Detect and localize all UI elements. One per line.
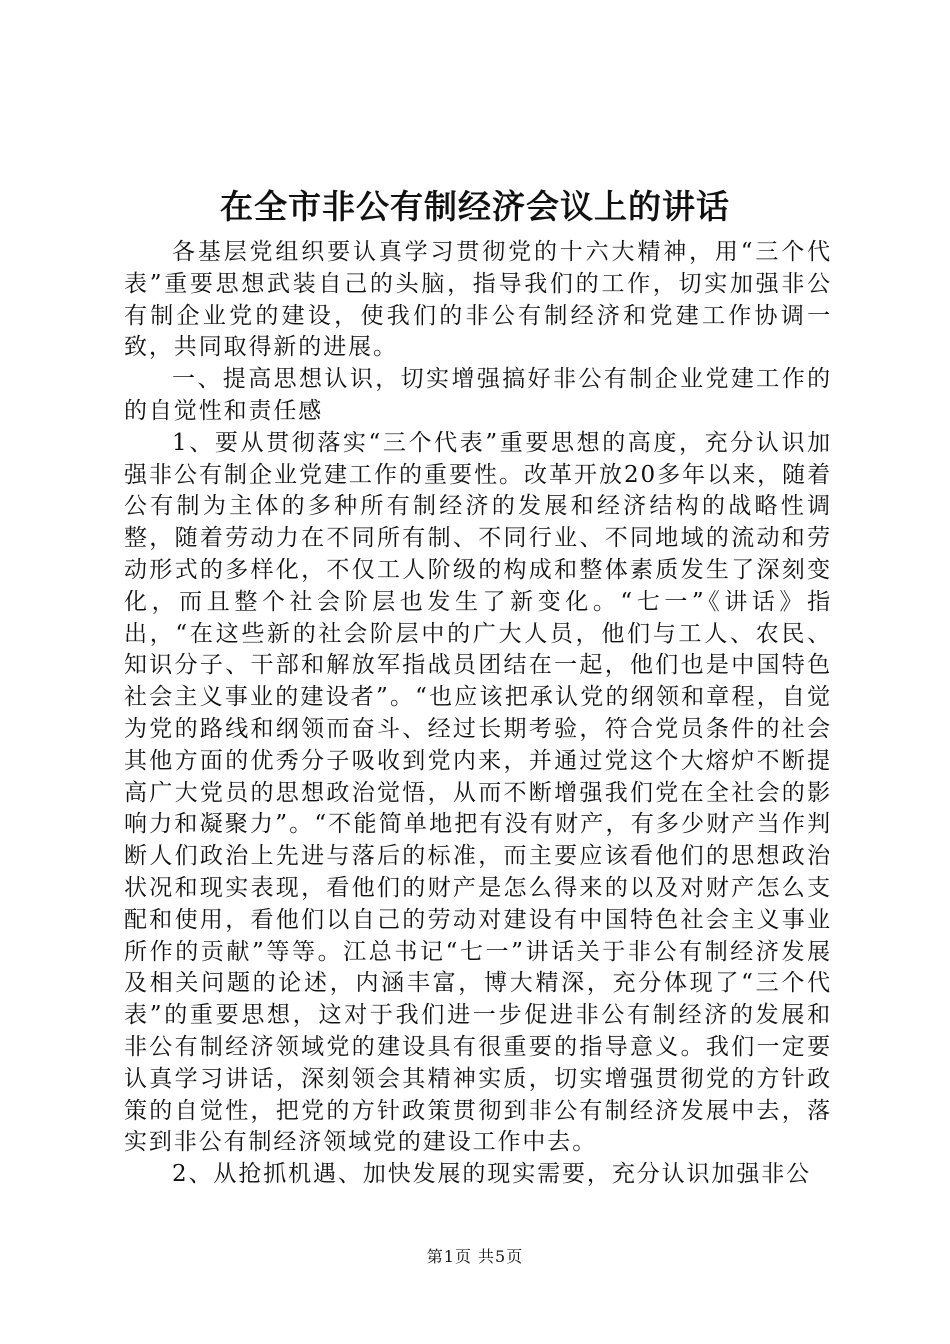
section-heading-1: 一、提高思想认识，切实增强搞好非公有制企业党建工作的的自觉性和责任感 xyxy=(124,366,832,424)
paragraph-point-2: 2、从抢抓机遇、加快发展的现实需要，充分认识加强非公 xyxy=(172,1161,812,1188)
document-body xyxy=(124,237,832,1191)
paragraph-point-1: 1、要从贯彻落实“三个代表”重要思想的高度，充分认识加强非公有制企业党建工作的重要性。改革开放20多年以来，随着公有制为主体的多种所有制经济的发展和经济结构的战略性调整，随着劳动力在不同所有制、不同行业、不同地域的流动和劳动形式的多样化，不仅工人阶级的构成和整体素质发生了深刻变化，而且整个社会阶层也发生了新变化。“七一”《讲话》指出，“在这些新的社会阶层中的广大人员，他们与工人、农民、知识分子、干部和解放军指战员团结在一起，他们也是中国特色社会主义事业的建设者”。“也应该把承认党的纲领和章程，自觉为党的路线和纲领而奋斗、经过长期考验，符合党员条件的社会其他方面的优秀分子吸收到党内来，并通过党这个大熔炉不断提高广大党员的思想政治觉悟，从而不断增强我们党在全社会的影响力和凝聚力”。“不能简单地把有没有财产，有多少财产当作判断人们政治上先进与落后的标准，而主要应该看他们的思想政治状况和现实表现，看他们的财产是怎么得来的以及对财产怎么支配和使用，看他们以自己的劳动对建设有中国特色社会主义事业所作的贡献”等等。江总书记“七一”讲话关于非公有制经济发展及相关问题的论述，内涵丰富，博大精深，充分体现了“三个代表”的重要思想，这对于我们进一步促进非公有制经济的发展和非公有制经济领域党的建设具有很重要的指导意义。我们一定要认真学习讲话，深刻领会其精神实质，切实增强贯彻党的方针政策的自觉性，把党的方针政策贯彻到非公有制经济发展中去，落实到非公有制经济领域党的建设工作中去。 xyxy=(124,429,832,1156)
document-title: 在全市非公有制经济会议上的讲话 xyxy=(220,187,730,226)
page-number-footer: 第1页 共5页 xyxy=(426,1247,524,1266)
paragraph-intro: 各基层党组织要认真学习贯彻党的十六大精神，用“三个代表”重要思想武装自己的头脑，指导我们的工作，切实加强非公有制企业党的建设，使我们的非公有制经济和党建工作协调一致，共同取得新的进展。 xyxy=(124,239,832,361)
